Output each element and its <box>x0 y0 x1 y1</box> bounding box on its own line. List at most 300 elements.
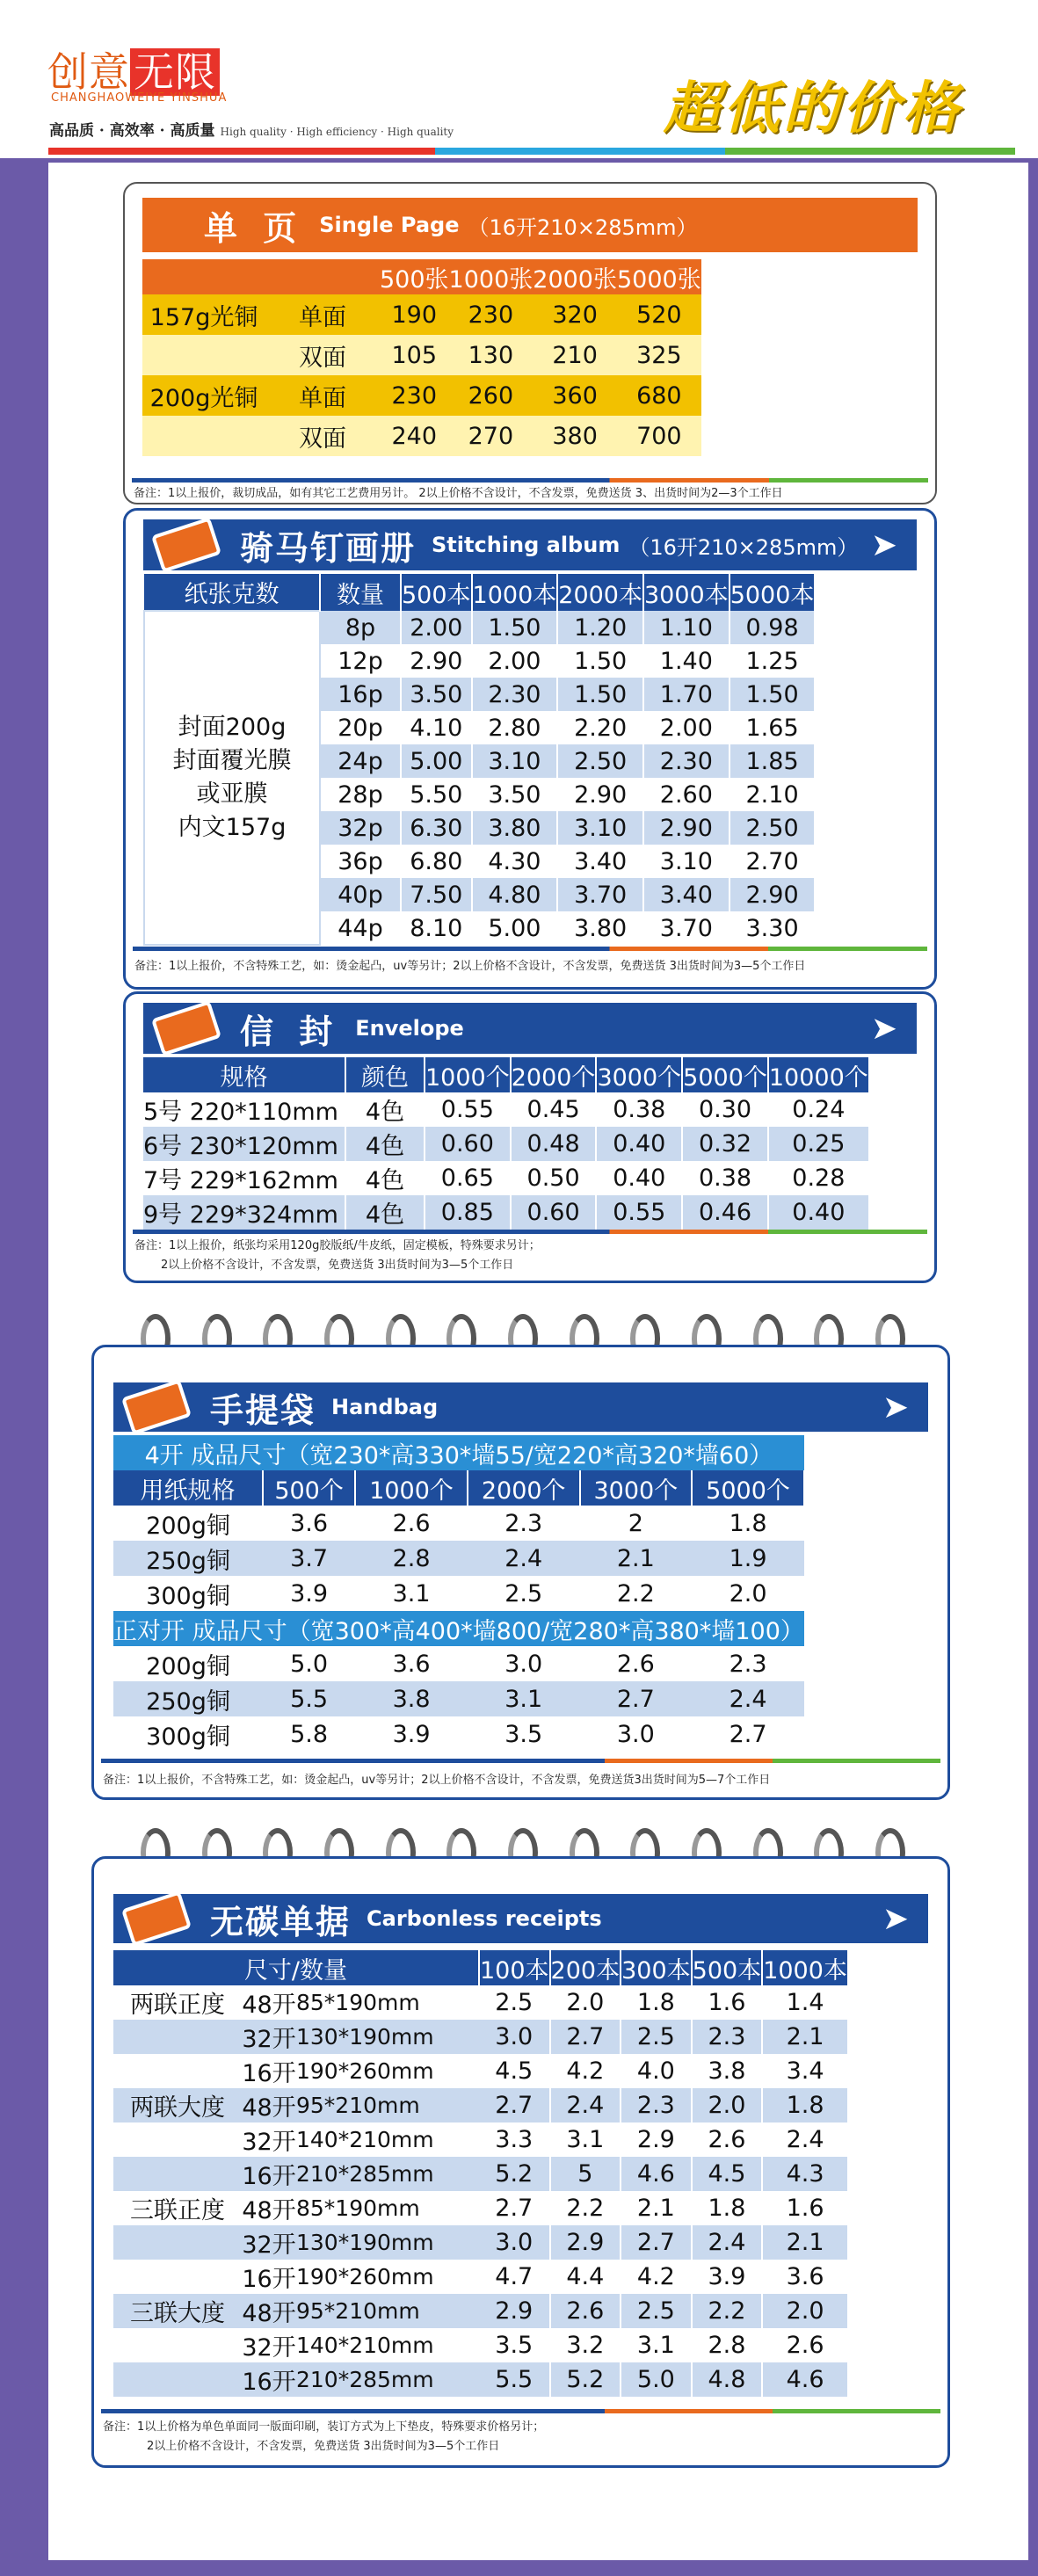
table-cell: 140*210mm <box>296 2127 434 2152</box>
table-cell: 3.80 <box>472 811 558 845</box>
table-cell: 5000张 <box>616 265 701 294</box>
paper-spec-line: 封面覆光膜 <box>172 747 292 774</box>
table-cell: 6.80 <box>401 845 472 878</box>
table-cell <box>113 2260 242 2294</box>
table-cell: 1000张 <box>448 265 534 294</box>
table-row <box>113 1576 804 1611</box>
table-cell: 3.6 <box>762 2260 848 2294</box>
table-cell: 2000张 <box>533 265 617 294</box>
table-cell: 5.0 <box>290 1650 329 1678</box>
table-cell: 2.9 <box>479 2294 550 2328</box>
table-cell: 0.38 <box>682 1161 768 1195</box>
table-cell: 85*190mm <box>296 2195 420 2221</box>
table-row <box>113 2260 848 2294</box>
table-cell: 2.7 <box>616 1685 655 1713</box>
table-cell: 3000个 <box>580 1470 693 1506</box>
table-cell: 320 <box>552 301 598 329</box>
table-cell: 3.1 <box>550 2122 621 2157</box>
table-cell: 1.6 <box>762 2191 848 2225</box>
table-cell: 1.65 <box>730 711 816 744</box>
table-cell: 2.6 <box>616 1650 655 1678</box>
table-cell: 3.0 <box>479 2020 550 2054</box>
carbonless-note-2: 2以上价格不含设计，不含发票，免费送货 3出货时间为3—5个工作日 <box>147 2440 500 2453</box>
stitching-album-card <box>123 508 937 990</box>
table-cell: 210*285mm <box>296 2161 434 2187</box>
table-cell: 1.8 <box>762 2088 848 2122</box>
table-header-row <box>143 1057 869 1092</box>
handbag-title-en: Handbag <box>331 1395 439 1419</box>
envelope-title: 信 封 <box>240 1011 340 1051</box>
table-row <box>113 1716 804 1752</box>
table-cell: 200本 <box>550 1950 621 1985</box>
table-cell: 2.5 <box>621 2020 692 2054</box>
table-cell: 4.8 <box>692 2362 763 2397</box>
table-cell: 190 <box>391 301 438 329</box>
table-cell: 210*285mm <box>296 2367 434 2392</box>
table-cell: 6.30 <box>401 811 472 845</box>
table-cell: 2.30 <box>472 678 558 711</box>
table-cell: 5.0 <box>621 2362 692 2397</box>
table-cell: 2.2 <box>692 2294 763 2328</box>
carbonless-title-band <box>113 1894 928 1943</box>
table-cell: 1.4 <box>762 1985 848 2020</box>
table-cell: 0.28 <box>768 1161 869 1195</box>
table-row <box>113 2020 848 2054</box>
table-row <box>142 294 701 335</box>
table-cell: 1.8 <box>621 1985 692 2020</box>
table-cell: 1000个 <box>355 1470 468 1506</box>
table-cell: 2.50 <box>557 744 643 778</box>
table-cell: 3000个 <box>596 1057 682 1092</box>
table-cell: 8p <box>320 611 401 644</box>
table-cell: 3.1 <box>392 1579 431 1607</box>
table-cell: 3.7 <box>290 1544 329 1572</box>
table-cell: 0.50 <box>511 1161 597 1195</box>
table-cell: 2.90 <box>643 811 730 845</box>
table-cell: 3.6 <box>392 1650 431 1678</box>
table-row <box>144 611 815 644</box>
table-cell: 520 <box>636 301 682 329</box>
table-cell: 3.50 <box>401 678 472 711</box>
table-row <box>143 1092 869 1127</box>
table-cell: 157g光铜 <box>149 303 258 331</box>
table-cell: 48开 <box>242 2300 296 2327</box>
table-cell: 双面 <box>299 424 346 453</box>
table-cell: 260 <box>468 381 514 410</box>
divider <box>133 1230 927 1234</box>
table-cell: 4.5 <box>479 2054 550 2088</box>
table-cell: 2.2 <box>550 2191 621 2225</box>
carbonless-title: 无碳单据 <box>210 1901 352 1941</box>
handbag-title-band <box>113 1382 928 1432</box>
table-cell <box>113 2328 242 2362</box>
table-cell: 3.0 <box>504 1650 543 1678</box>
single-page-title-en: Single Page <box>319 213 460 237</box>
table-cell <box>113 2225 242 2260</box>
stitching-size: （16开210×285mm） <box>628 534 859 560</box>
carbonless-card <box>91 1856 950 2468</box>
table-cell: 5.00 <box>401 744 472 778</box>
tag-icon <box>151 1000 221 1056</box>
table-cell: 单面 <box>299 384 346 412</box>
table-row <box>113 2088 848 2122</box>
table-cell: 95*210mm <box>296 2093 420 2118</box>
table-cell: 2.2 <box>616 1579 655 1607</box>
table-cell: 0.32 <box>682 1127 768 1161</box>
table-row <box>113 2328 848 2362</box>
table-cell: 325 <box>636 341 682 369</box>
table-cell: 32开 <box>242 2129 296 2156</box>
table-cell: 用纸规格 <box>113 1470 263 1506</box>
table-cell <box>113 2157 242 2191</box>
table-cell: 0.40 <box>596 1161 682 1195</box>
table-cell: 3.10 <box>472 744 558 778</box>
table-cell: 16开 <box>242 2163 296 2190</box>
single-page-title-band <box>142 198 918 252</box>
table-cell <box>113 2020 242 2054</box>
table-cell: 4.10 <box>401 711 472 744</box>
table-cell: 2.9 <box>621 2122 692 2157</box>
slogan: 高品质 · 高效率 · 高质量 High quality · High efficiency · High quality <box>49 122 454 140</box>
table-cell: 纸张克数 <box>144 574 320 611</box>
table-cell: 2000个 <box>511 1057 597 1092</box>
single-page-title: 单 页 <box>204 207 304 248</box>
table-cell <box>142 416 265 456</box>
table-cell: 48开 <box>242 2197 296 2224</box>
divider <box>101 1759 940 1763</box>
stitching-note: 备注：1以上报价，不含特殊工艺，如：烫金起凸，uv等另计；2以上价格不含设计，不含发票，免费送货 3出货时间为3—5个工作日 <box>134 960 806 973</box>
paper-spec-line: 封面200g <box>178 714 287 741</box>
table-cell: 两联大度 <box>130 2094 225 2122</box>
cursor-icon: ➤ <box>882 1900 909 1937</box>
table-cell: 3.80 <box>557 911 643 945</box>
table-cell: 4.6 <box>762 2362 848 2397</box>
table-cell: 85*190mm <box>296 1990 420 2015</box>
table-cell: 2.00 <box>643 711 730 744</box>
table-cell: 36p <box>320 845 401 878</box>
table-cell: 2.7 <box>479 2191 550 2225</box>
table-cell: 24p <box>320 744 401 778</box>
table-cell: 3.40 <box>557 845 643 878</box>
carbonless-note-1: 备注：1以上价格为单色单面同一版面印刷，装订方式为上下垫皮，特殊要求价格另计； <box>103 2420 545 2434</box>
table-cell: 1.85 <box>730 744 816 778</box>
table-cell: 300g铜 <box>146 1723 230 1751</box>
table-cell: 2.0 <box>550 1985 621 2020</box>
table-cell: 2.90 <box>557 778 643 811</box>
table-cell: 双面 <box>299 344 346 372</box>
table-cell: 3.10 <box>557 811 643 845</box>
table-row <box>142 335 701 375</box>
table-cell: 2.5 <box>621 2294 692 2328</box>
envelope-note-1: 备注：1以上报价，纸张均采用120g胶版纸/牛皮纸，固定模板，特殊要求另计； <box>134 1239 541 1252</box>
table-cell: 3.70 <box>643 911 730 945</box>
table-cell: 5.8 <box>290 1720 329 1748</box>
table-cell: 8.10 <box>401 911 472 945</box>
table-cell: 0.40 <box>596 1127 682 1161</box>
paper-spec-cell <box>144 611 320 945</box>
paper-spec-line: 或亚膜 <box>196 780 268 808</box>
table-cell: 48开 <box>242 1992 296 2019</box>
table-cell: 5.5 <box>479 2362 550 2397</box>
table-cell: 28p <box>320 778 401 811</box>
table-cell: 2.8 <box>392 1544 431 1572</box>
table-row <box>113 2191 848 2225</box>
table-cell: 300本 <box>621 1950 692 1985</box>
single-page-size: （16开210×285mm） <box>468 214 698 240</box>
table-cell: 0.65 <box>425 1161 511 1195</box>
envelope-title-band <box>143 1003 917 1054</box>
envelope-table <box>143 1057 870 1230</box>
logo: 创意无限 <box>47 40 220 98</box>
table-cell: 3.0 <box>616 1720 655 1748</box>
table-cell: 20p <box>320 711 401 744</box>
table-cell: 2.3 <box>692 2020 763 2054</box>
single-page-note: 备注：1以上报价，裁切成品，如有其它工艺费用另计。 2以上价格不含设计，不含发票，免费送货 3、出货时间为2—3个工作日 <box>134 487 783 500</box>
table-cell: 3.50 <box>472 778 558 811</box>
table-cell: 0.25 <box>768 1127 869 1161</box>
table-cell: 5.50 <box>401 778 472 811</box>
table-cell: 2.1 <box>621 2191 692 2225</box>
table-cell <box>113 2362 242 2397</box>
table-cell: 130*190mm <box>296 2024 434 2050</box>
table-cell: 105 <box>391 341 438 369</box>
table-cell: 2.50 <box>730 811 816 845</box>
table-cell: 5 <box>550 2157 621 2191</box>
table-cell: 5.00 <box>472 911 558 945</box>
table-cell: 0.24 <box>768 1092 869 1127</box>
table-cell: 6号 230*120mm <box>143 1127 345 1161</box>
table-cell: 1.9 <box>729 1544 767 1572</box>
table-cell: 2.30 <box>643 744 730 778</box>
table-cell: 700 <box>636 422 682 450</box>
headline: 超低的价格 <box>664 76 962 141</box>
table-cell: 1.8 <box>729 1509 767 1537</box>
table-cell: 5号 220*110mm <box>143 1092 345 1127</box>
table-cell: 1.50 <box>472 611 558 644</box>
table-cell: 32开 <box>242 2231 296 2259</box>
table-row <box>113 1646 804 1681</box>
table-cell: 0.45 <box>511 1092 597 1127</box>
table-cell: 4.4 <box>550 2260 621 2294</box>
table-row <box>113 1470 804 1506</box>
envelope-card <box>123 991 937 1283</box>
table-header-row <box>113 1950 848 1985</box>
table-cell: 0.40 <box>768 1195 869 1230</box>
table-cell: 1.70 <box>643 678 730 711</box>
stitching-table <box>143 574 816 946</box>
handbag-table <box>113 1435 805 1752</box>
table-cell: 500本 <box>692 1950 763 1985</box>
table-cell: 2.90 <box>401 644 472 678</box>
table-cell: 2.6 <box>692 2122 763 2157</box>
table-row <box>113 1435 804 1470</box>
table-row <box>113 1541 804 1576</box>
table-cell: 2.1 <box>762 2020 848 2054</box>
table-cell: 3.5 <box>479 2328 550 2362</box>
table-cell: 12p <box>320 644 401 678</box>
table-cell: 380 <box>552 422 598 450</box>
table-cell: 5.5 <box>290 1685 329 1713</box>
table-header-row <box>144 574 815 611</box>
table-cell: 2.3 <box>504 1509 543 1537</box>
table-cell: 2.70 <box>730 845 816 878</box>
table-cell: 7.50 <box>401 878 472 911</box>
table-cell: 0.98 <box>730 611 816 644</box>
table-row <box>142 416 701 456</box>
table-cell: 0.48 <box>511 1127 597 1161</box>
table-cell: 0.46 <box>682 1195 768 1230</box>
table-cell: 300g铜 <box>146 1582 230 1610</box>
table-cell: 颜色 <box>345 1057 425 1092</box>
table-cell: 1.50 <box>730 678 816 711</box>
table-cell: 4.80 <box>472 878 558 911</box>
table-cell: 3.5 <box>504 1720 543 1748</box>
handbag-note: 备注：1以上报价，不含特殊工艺，如：烫金起凸，uv等另计；2以上价格不含设计，不含发票，免费送货3出货时间为5—7个工作日 <box>103 1774 771 1787</box>
paper-spec-line: 内文157g <box>178 814 287 841</box>
table-cell: 200g光铜 <box>149 384 258 412</box>
table-cell: 2000本 <box>557 574 643 611</box>
table-cell: 4色 <box>345 1161 425 1195</box>
table-cell: 3.4 <box>762 2054 848 2088</box>
table-cell: 2.00 <box>401 611 472 644</box>
tag-icon <box>151 517 221 572</box>
table-cell: 2.60 <box>643 778 730 811</box>
header-color-strip <box>48 148 1015 155</box>
table-cell: 7号 229*162mm <box>143 1161 345 1195</box>
table-cell: 1000个 <box>425 1057 511 1092</box>
table-row <box>113 2362 848 2397</box>
table-cell: 0.60 <box>511 1195 597 1230</box>
table-cell: 16p <box>320 678 401 711</box>
table-cell: 2.20 <box>557 711 643 744</box>
table-row <box>113 2225 848 2260</box>
table-row <box>143 1127 869 1161</box>
table-cell: 4.3 <box>762 2157 848 2191</box>
table-cell: 2.00 <box>472 644 558 678</box>
table-cell: 200g铜 <box>146 1652 230 1680</box>
table-cell: 32p <box>320 811 401 845</box>
table-cell: 4.6 <box>621 2157 692 2191</box>
table-cell: 3.10 <box>643 845 730 878</box>
carbonless-table <box>113 1950 849 2397</box>
table-cell: 3.30 <box>730 911 816 945</box>
divider <box>101 2409 940 2413</box>
table-cell: 2000个 <box>468 1470 580 1506</box>
table-cell: 1.8 <box>692 2191 763 2225</box>
table-cell: 2 <box>628 1509 643 1537</box>
table-cell: 2.7 <box>621 2225 692 2260</box>
table-cell: 3.70 <box>557 878 643 911</box>
table-cell: 16开 <box>242 2060 296 2087</box>
table-cell: 0.55 <box>425 1092 511 1127</box>
envelope-note-2: 2以上价格不含设计，不含发票，免费送货 3出货时间为3—5个工作日 <box>161 1259 514 1272</box>
table-cell: 44p <box>320 911 401 945</box>
table-header-row <box>142 259 701 294</box>
single-page-table <box>142 259 701 456</box>
table-cell: 2.9 <box>550 2225 621 2260</box>
table-cell: 48开 <box>242 2094 296 2122</box>
table-cell: 3000本 <box>643 574 730 611</box>
table-cell: 240 <box>391 422 438 450</box>
handbag-title: 手提袋 <box>210 1390 316 1430</box>
table-cell <box>265 259 380 294</box>
table-cell: 2.90 <box>730 878 816 911</box>
table-cell: 正对开 成品尺寸（宽300*高400*墙800/宽280*高380*墙100） <box>113 1611 804 1646</box>
table-cell: 10000个 <box>768 1057 869 1092</box>
table-cell: 0.85 <box>425 1195 511 1230</box>
table-cell: 4.2 <box>550 2054 621 2088</box>
table-cell: 230 <box>391 381 438 410</box>
cursor-icon: ➤ <box>870 526 897 563</box>
table-cell: 2.1 <box>762 2225 848 2260</box>
table-cell <box>113 2054 242 2088</box>
table-cell: 3.1 <box>504 1685 543 1713</box>
table-cell: 3.3 <box>479 2122 550 2157</box>
tag-icon <box>121 1379 192 1434</box>
table-row <box>113 2157 848 2191</box>
table-cell: 200g铜 <box>146 1512 230 1540</box>
table-cell: 1.40 <box>643 644 730 678</box>
table-cell: 4.2 <box>621 2260 692 2294</box>
table-cell: 2.10 <box>730 778 816 811</box>
table-cell: 500张 <box>380 265 449 294</box>
table-cell: 2.4 <box>504 1544 543 1572</box>
table-cell: 2.8 <box>692 2328 763 2362</box>
table-cell: 3.9 <box>290 1579 329 1607</box>
table-cell: 190*260mm <box>296 2264 434 2289</box>
table-cell: 2.5 <box>504 1579 543 1607</box>
table-cell: 2.5 <box>479 1985 550 2020</box>
stitching-title-en: Stitching album <box>432 533 621 557</box>
table-cell: 3.40 <box>643 878 730 911</box>
table-row <box>113 2054 848 2088</box>
table-cell: 2.0 <box>692 2088 763 2122</box>
handbag-card <box>91 1345 950 1800</box>
table-row <box>113 1611 804 1646</box>
cursor-icon: ➤ <box>870 1010 897 1047</box>
table-cell: 40p <box>320 878 401 911</box>
logo-subtitle: CHANGHAOWEIYE YINSHUA <box>51 91 228 105</box>
table-cell: 2.6 <box>550 2294 621 2328</box>
table-cell: 4开 成品尺寸（宽230*高330*墙55/宽220*高320*墙60） <box>113 1435 804 1470</box>
table-row <box>142 375 701 416</box>
table-cell: 360 <box>552 381 598 410</box>
table-cell: 2.4 <box>692 2225 763 2260</box>
table-cell: 2.7 <box>479 2088 550 2122</box>
table-cell: 三联正度 <box>130 2197 225 2224</box>
carbonless-title-en: Carbonless receipts <box>367 1906 602 1931</box>
table-cell: 4.0 <box>621 2054 692 2088</box>
envelope-title-en: Envelope <box>355 1016 464 1041</box>
table-cell: 2.7 <box>550 2020 621 2054</box>
table-cell: 2.6 <box>392 1509 431 1537</box>
table-cell: 2.1 <box>616 1544 655 1572</box>
table-cell: 2.7 <box>729 1720 767 1748</box>
table-cell: 4.7 <box>479 2260 550 2294</box>
table-cell: 95*210mm <box>296 2298 420 2324</box>
table-cell: 16开 <box>242 2266 296 2293</box>
table-cell: 230 <box>468 301 514 329</box>
table-cell: 140*210mm <box>296 2333 434 2358</box>
table-cell: 1.25 <box>730 644 816 678</box>
table-cell: 1.50 <box>557 678 643 711</box>
table-cell: 4.5 <box>692 2157 763 2191</box>
table-cell: 2.6 <box>762 2328 848 2362</box>
table-cell: 0.60 <box>425 1127 511 1161</box>
table-row <box>143 1195 869 1230</box>
table-cell: 210 <box>552 341 598 369</box>
table-cell: 3.0 <box>479 2225 550 2260</box>
